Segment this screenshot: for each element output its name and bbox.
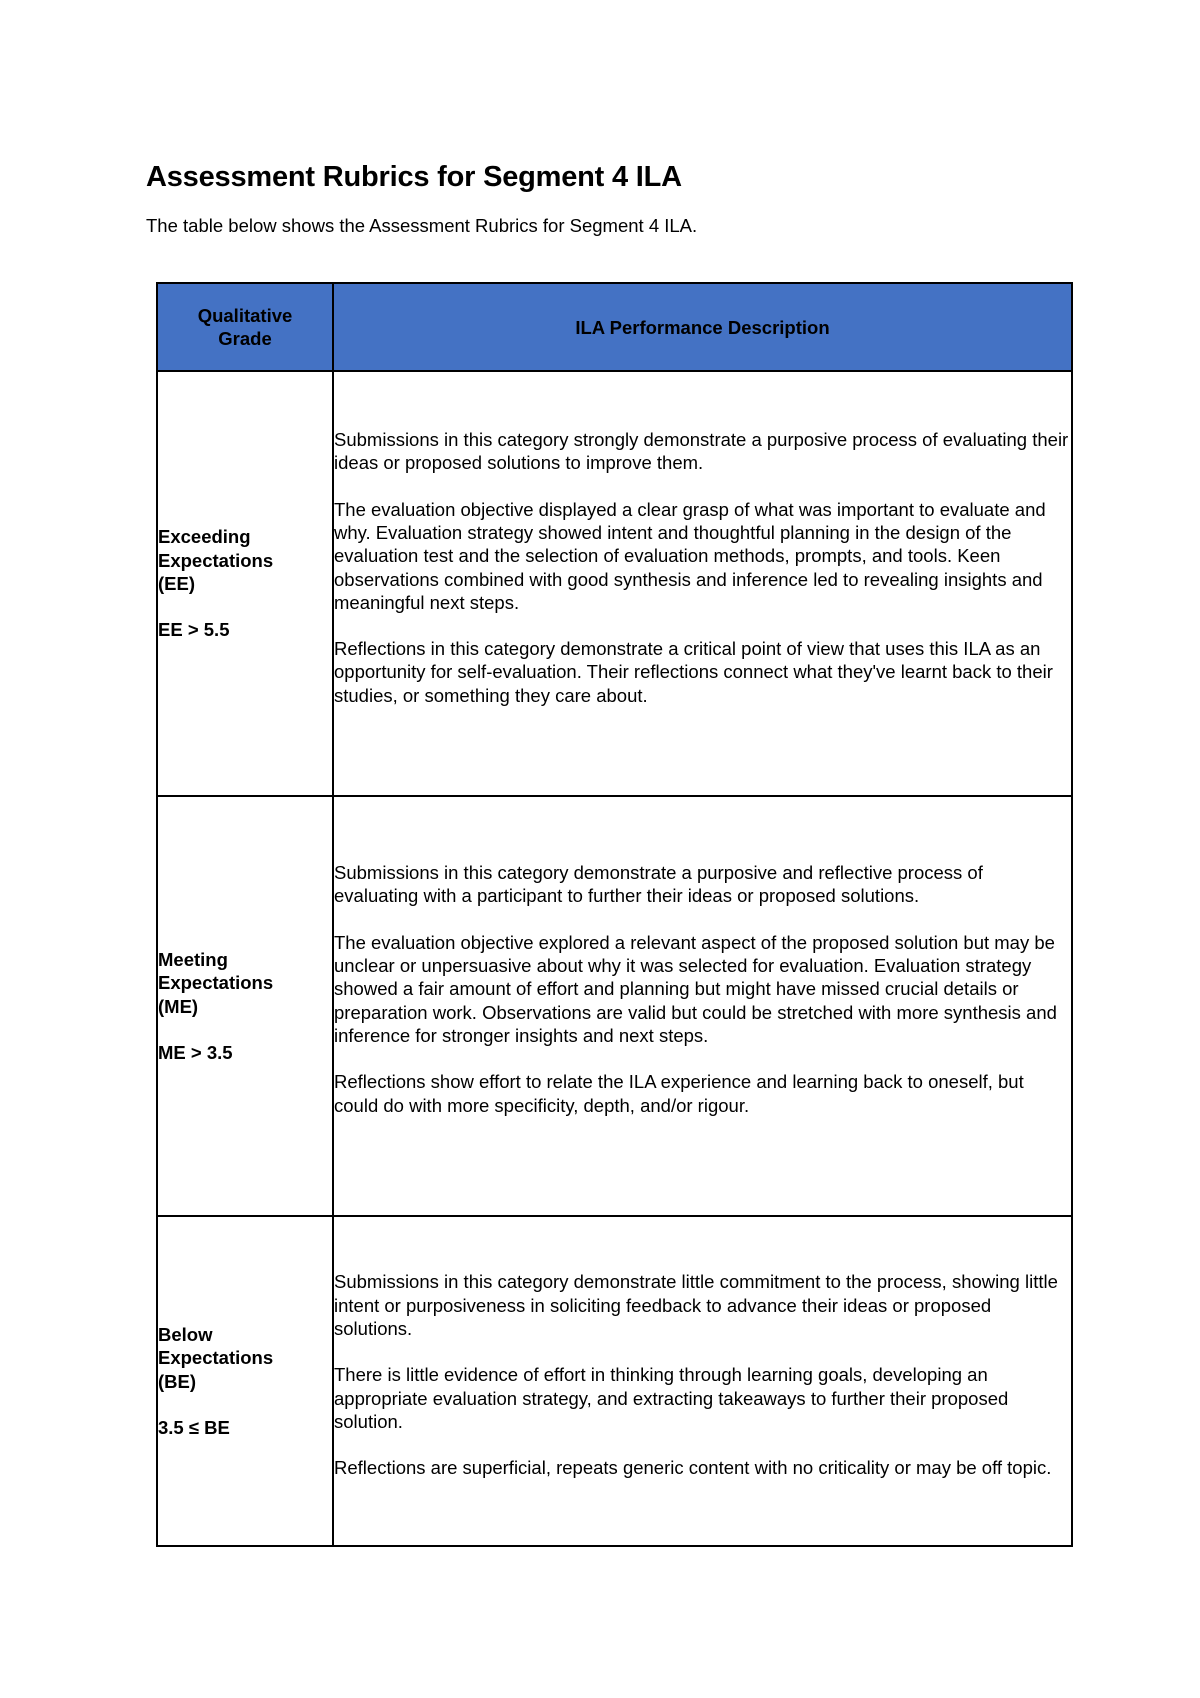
intro-text: The table below shows the Assessment Rubrics for Segment 4 ILA.: [146, 215, 698, 236]
grade-threshold: 3.5 ≤ BE: [158, 1416, 230, 1438]
description-paragraph: The evaluation objective displayed a clear grasp of what was important to evaluate and why. Evaluation strategy showed intent and thoughtful planning in the design of the evaluation test and the selection of evaluation methods, prompts, and tools. Keen observations combined with good synthesis and inference led to revealing insights and meaningful next steps.: [334, 498, 1046, 613]
grade-name: Below Expectations (BE): [158, 1323, 274, 1392]
description-paragraph: Submissions in this category demonstrate a purposive and reflective process of evaluating with a participant to further their ideas or proposed solutions.: [334, 862, 983, 907]
grade-threshold: EE > 5.5: [158, 619, 230, 641]
description-cell: [333, 1216, 1072, 1546]
rubric-table: [156, 282, 1073, 1547]
description-cell: [333, 796, 1072, 1216]
page-title: Assessment Rubrics for Segment 4 ILA: [146, 161, 682, 194]
table-row: [157, 1216, 1072, 1546]
header-grade: [157, 283, 333, 371]
grade-name: Exceeding Expectations (EE): [158, 526, 274, 594]
description-paragraph: Reflections show effort to relate the ILA experience and learning back to oneself, but could do with more specificity, depth, and/or rigour.: [334, 1071, 1024, 1116]
table-row: [157, 796, 1072, 1216]
grade-name: Meeting Expectations (ME): [158, 948, 274, 1017]
table-header-row: [157, 283, 1072, 371]
description-paragraph: The evaluation objective explored a relevant aspect of the proposed solution but may be unclear or unpersuasive about why it was selected for evaluation. Evaluation strategy showed a fair amount of effort and planning but might have missed crucial details or preparation work. Observations are valid but could be stretched with more synthesis and inference for stronger insights and next steps.: [334, 931, 1057, 1046]
grade-cell: [157, 371, 333, 796]
description-paragraph: There is little evidence of effort in thinking through learning goals, developing an appropriate evaluation strategy, and extracting takeaways to further their proposed solution.: [334, 1364, 1009, 1432]
header-description: ILA Performance Description: [333, 283, 1072, 371]
description-paragraph: Reflections in this category demonstrate a critical point of view that uses this ILA as an opportunity for self-evaluation. Their reflections connect what they've learnt back to their studies, or something they care about.: [334, 638, 1053, 706]
description-paragraph: Submissions in this category demonstrate little commitment to the process, showing little intent or purposiveness in soliciting feedback to advance their ideas or proposed solutions.: [334, 1271, 1058, 1340]
grade-cell: [157, 796, 333, 1216]
description-cell: [333, 371, 1072, 796]
description-paragraph: Reflections are superficial, repeats generic content with no criticality or may be off topic.: [334, 1457, 1052, 1479]
header-grade-label: Qualitative Grade: [197, 305, 293, 349]
grade-threshold: ME > 3.5: [158, 1041, 233, 1063]
table-row: [157, 371, 1072, 796]
grade-cell: [157, 1216, 333, 1546]
description-paragraph: Submissions in this category strongly demonstrate a purposive process of evaluating their ideas or proposed solutions to improve them.: [334, 429, 1069, 474]
